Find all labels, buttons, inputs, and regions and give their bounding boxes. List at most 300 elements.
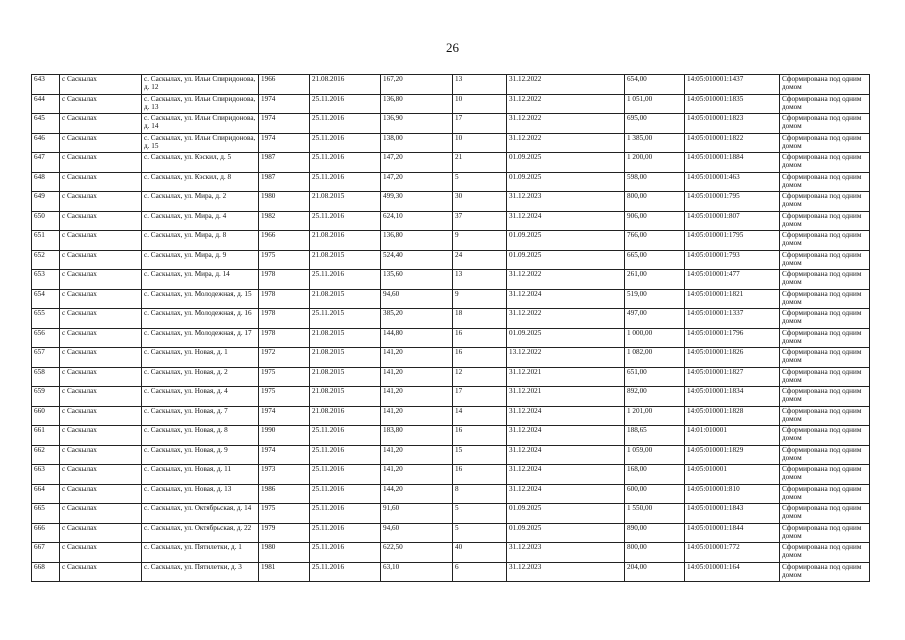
cell-area: 147,20 [381,153,453,173]
cell-year-built: 1987 [259,153,310,173]
cell-address: с. Саскылах, ул. Новая, д. 9 [142,445,259,465]
cell-apartments: 13 [453,75,507,95]
cell-status: Сформирована под одним домом [780,543,870,563]
cell-apartments: 40 [453,543,507,563]
table-row [32,114,870,134]
cell-address: с. Саскылах, ул. Ильи Спиридонова, д. 13 [142,94,259,114]
cell-status: Сформирована под одним домом [780,94,870,114]
cell-apartments: 9 [453,231,507,251]
cell-settlement: с Саскылах [60,94,142,114]
table-row [32,543,870,563]
cell-area: 138,00 [381,133,453,153]
cell-cadastral: 14:05:010001:164 [685,562,780,582]
cell-status: Сформирована под одним домом [780,328,870,348]
cell-year-built: 1975 [259,387,310,407]
cell-cost: 1 550,00 [625,504,685,524]
cell-status: Сформирована под одним домом [780,523,870,543]
cell-address: с. Саскылах, ул. Кэскил, д. 5 [142,153,259,173]
cell-cost: 906,00 [625,211,685,231]
cell-year-built: 1980 [259,192,310,212]
cell-cadastral: 14:05:010001:1829 [685,445,780,465]
cell-deadline: 31.12.2021 [507,367,625,387]
cell-address: с. Саскылах, ул. Новая, д. 8 [142,426,259,446]
cell-date-inspected: 21.08.2015 [310,328,381,348]
cell-settlement: с Саскылах [60,309,142,329]
cell-no: 657 [32,348,60,368]
cell-apartments: 10 [453,94,507,114]
cell-no: 644 [32,94,60,114]
cell-year-built: 1980 [259,543,310,563]
cell-settlement: с Саскылах [60,172,142,192]
cell-cost: 1 051,00 [625,94,685,114]
cell-no: 654 [32,289,60,309]
cell-no: 646 [32,133,60,153]
table-row [32,94,870,114]
table-row [32,562,870,582]
cell-address: с. Саскылах, ул. Молодежная, д. 17 [142,328,259,348]
cell-year-built: 1975 [259,250,310,270]
cell-cost: 204,00 [625,562,685,582]
cell-cadastral: 14:05:010001:1826 [685,348,780,368]
cell-year-built: 1973 [259,465,310,485]
cell-date-inspected: 25.11.2016 [310,562,381,582]
cell-deadline: 01.09.2025 [507,250,625,270]
cell-deadline: 31.12.2024 [507,289,625,309]
cell-year-built: 1982 [259,211,310,231]
cell-status: Сформирована под одним домом [780,172,870,192]
cell-area: 141,20 [381,348,453,368]
cell-deadline: 01.09.2025 [507,504,625,524]
cell-settlement: с Саскылах [60,250,142,270]
cell-area: 622,50 [381,543,453,563]
cell-status: Сформирована под одним домом [780,465,870,485]
cell-cadastral: 14:05:010001:810 [685,484,780,504]
cell-apartments: 5 [453,172,507,192]
cell-no: 662 [32,445,60,465]
cell-settlement: с Саскылах [60,465,142,485]
cell-address: с. Саскылах, ул. Новая, д. 7 [142,406,259,426]
table-row [32,484,870,504]
table-row [32,153,870,173]
cell-deadline: 31.12.2024 [507,406,625,426]
cell-no: 652 [32,250,60,270]
cell-no: 651 [32,231,60,251]
cell-no: 664 [32,484,60,504]
table-row [32,406,870,426]
cell-cadastral: 14:05:010001:1884 [685,153,780,173]
table-row [32,523,870,543]
cell-area: 136,80 [381,231,453,251]
cell-status: Сформирована под одним домом [780,250,870,270]
cell-cost: 665,00 [625,250,685,270]
cell-area: 135,60 [381,270,453,290]
cell-address: с. Саскылах, ул. Кэскил, д. 8 [142,172,259,192]
cell-date-inspected: 21.08.2015 [310,348,381,368]
cell-status: Сформирована под одним домом [780,426,870,446]
cell-status: Сформирована под одним домом [780,231,870,251]
cell-no: 661 [32,426,60,446]
cell-area: 141,20 [381,406,453,426]
table-row [32,465,870,485]
cell-cadastral: 14:05:010001:1796 [685,328,780,348]
cell-settlement: с Саскылах [60,367,142,387]
cell-deadline: 01.09.2025 [507,231,625,251]
cell-cost: 1 200,00 [625,153,685,173]
cell-area: 94,60 [381,289,453,309]
cell-area: 91,60 [381,504,453,524]
cell-cost: 261,00 [625,270,685,290]
cell-cost: 519,00 [625,289,685,309]
cell-cost: 892,00 [625,387,685,407]
cell-address: с. Саскылах, ул. Ильи Спиридонова, д. 12 [142,75,259,95]
cell-apartments: 30 [453,192,507,212]
cell-year-built: 1974 [259,114,310,134]
cell-no: 660 [32,406,60,426]
cell-year-built: 1978 [259,328,310,348]
cell-date-inspected: 25.11.2016 [310,114,381,134]
cell-settlement: с Саскылах [60,211,142,231]
cell-no: 650 [32,211,60,231]
cell-year-built: 1966 [259,75,310,95]
cell-year-built: 1978 [259,270,310,290]
cell-area: 183,80 [381,426,453,446]
cell-address: с. Саскылах, ул. Молодежная, д. 15 [142,289,259,309]
cell-year-built: 1979 [259,523,310,543]
cell-cadastral: 14:05:010001:807 [685,211,780,231]
cell-apartments: 16 [453,465,507,485]
cell-apartments: 16 [453,328,507,348]
cell-deadline: 31.12.2023 [507,192,625,212]
cell-deadline: 31.12.2022 [507,75,625,95]
cell-year-built: 1974 [259,94,310,114]
cell-apartments: 15 [453,445,507,465]
cell-settlement: с Саскылах [60,75,142,95]
cell-year-built: 1990 [259,426,310,446]
cell-date-inspected: 25.11.2016 [310,426,381,446]
cell-cadastral: 14:05:010001:1823 [685,114,780,134]
cell-deadline: 31.12.2024 [507,465,625,485]
cell-no: 668 [32,562,60,582]
cell-date-inspected: 21.08.2015 [310,250,381,270]
cell-deadline: 31.12.2022 [507,114,625,134]
cell-deadline: 31.12.2022 [507,270,625,290]
cell-cadastral: 14:05:010001:772 [685,543,780,563]
cell-date-inspected: 25.11.2016 [310,484,381,504]
table-row [32,348,870,368]
cell-status: Сформирована под одним домом [780,211,870,231]
cell-cost: 1 385,00 [625,133,685,153]
cell-area: 141,20 [381,387,453,407]
cell-no: 653 [32,270,60,290]
cell-date-inspected: 25.11.2016 [310,465,381,485]
cell-date-inspected: 21.08.2016 [310,231,381,251]
cell-cadastral: 14:05:010001:477 [685,270,780,290]
cell-cadastral: 14:05:010001:795 [685,192,780,212]
cell-area: 147,20 [381,172,453,192]
cell-area: 136,90 [381,114,453,134]
cell-area: 144,80 [381,328,453,348]
cell-cost: 1 059,00 [625,445,685,465]
cell-cadastral: 14:05:010001:1821 [685,289,780,309]
cell-cadastral: 14:05:010001:1337 [685,309,780,329]
cell-no: 667 [32,543,60,563]
cell-address: с. Саскылах, ул. Новая, д. 1 [142,348,259,368]
cell-apartments: 6 [453,562,507,582]
cell-area: 385,20 [381,309,453,329]
cell-address: с. Саскылах, ул. Мира, д. 14 [142,270,259,290]
cell-cost: 600,00 [625,484,685,504]
cell-apartments: 5 [453,504,507,524]
table-row [32,211,870,231]
cell-settlement: с Саскылах [60,153,142,173]
cell-address: с. Саскылах, ул. Ильи Спиридонова, д. 14 [142,114,259,134]
table-row [32,504,870,524]
cell-date-inspected: 21.08.2015 [310,367,381,387]
cell-year-built: 1986 [259,484,310,504]
cell-apartments: 17 [453,387,507,407]
table-row [32,426,870,446]
cell-cost: 654,00 [625,75,685,95]
table-row [32,289,870,309]
cell-deadline: 31.12.2024 [507,211,625,231]
cell-status: Сформирована под одним домом [780,289,870,309]
cell-cadastral: 14:05:010001:1795 [685,231,780,251]
cell-settlement: с Саскылах [60,406,142,426]
cell-apartments: 21 [453,153,507,173]
cell-address: с. Саскылах, ул. Ильи Спиридонова, д. 15 [142,133,259,153]
cell-apartments: 13 [453,270,507,290]
table-row [32,192,870,212]
table-row [32,445,870,465]
cell-cadastral: 14:05:010001:1844 [685,523,780,543]
cell-status: Сформирована под одним домом [780,192,870,212]
cell-area: 624,10 [381,211,453,231]
cell-date-inspected: 25.11.2016 [310,153,381,173]
cell-apartments: 5 [453,523,507,543]
cell-area: 141,20 [381,445,453,465]
cell-year-built: 1978 [259,289,310,309]
cell-cost: 695,00 [625,114,685,134]
cell-status: Сформирована под одним домом [780,406,870,426]
cell-status: Сформирована под одним домом [780,133,870,153]
cell-cost: 1 201,00 [625,406,685,426]
cell-no: 665 [32,504,60,524]
table-row [32,328,870,348]
cell-no: 643 [32,75,60,95]
cell-date-inspected: 25.11.2016 [310,211,381,231]
cell-date-inspected: 25.11.2016 [310,504,381,524]
cell-cost: 766,00 [625,231,685,251]
cell-cost: 1 000,00 [625,328,685,348]
cell-area: 141,20 [381,367,453,387]
cell-no: 645 [32,114,60,134]
cell-status: Сформирована под одним домом [780,309,870,329]
cell-apartments: 10 [453,133,507,153]
cell-no: 658 [32,367,60,387]
cell-settlement: с Саскылах [60,562,142,582]
cell-no: 647 [32,153,60,173]
cell-apartments: 18 [453,309,507,329]
cell-no: 649 [32,192,60,212]
cell-year-built: 1987 [259,172,310,192]
cell-deadline: 31.12.2022 [507,133,625,153]
cell-settlement: с Саскылах [60,484,142,504]
cell-settlement: с Саскылах [60,114,142,134]
cell-cadastral: 14:05:010001 [685,465,780,485]
cell-settlement: с Саскылах [60,328,142,348]
cell-date-inspected: 25.11.2016 [310,270,381,290]
cell-date-inspected: 25.11.2016 [310,172,381,192]
cell-cadastral: 14:05:010001:1828 [685,406,780,426]
cell-year-built: 1972 [259,348,310,368]
registry-body [32,75,870,582]
page-number: 26 [446,40,459,55]
cell-settlement: с Саскылах [60,289,142,309]
cell-apartments: 14 [453,406,507,426]
cell-deadline: 13.12.2022 [507,348,625,368]
cell-address: с. Саскылах, ул. Октябрьская, д. 22 [142,523,259,543]
cell-status: Сформирована под одним домом [780,114,870,134]
table-row [32,367,870,387]
cell-deadline: 31.12.2022 [507,94,625,114]
table-row [32,270,870,290]
cell-cost: 651,00 [625,367,685,387]
cell-area: 499,30 [381,192,453,212]
cell-year-built: 1974 [259,133,310,153]
cell-status: Сформирована под одним домом [780,445,870,465]
cell-date-inspected: 21.08.2015 [310,289,381,309]
cell-cost: 890,00 [625,523,685,543]
cell-address: с. Саскылах, ул. Новая, д. 13 [142,484,259,504]
cell-no: 663 [32,465,60,485]
cell-address: с. Саскылах, ул. Новая, д. 4 [142,387,259,407]
cell-settlement: с Саскылах [60,387,142,407]
table-row [32,231,870,251]
table-row [32,387,870,407]
cell-apartments: 8 [453,484,507,504]
cell-date-inspected: 25.11.2016 [310,523,381,543]
cell-no: 648 [32,172,60,192]
cell-cadastral: 14:05:010001:1822 [685,133,780,153]
cell-status: Сформирована под одним домом [780,387,870,407]
cell-status: Сформирована под одним домом [780,348,870,368]
cell-apartments: 17 [453,114,507,134]
cell-year-built: 1978 [259,309,310,329]
table-row [32,172,870,192]
cell-area: 63,10 [381,562,453,582]
cell-cadastral: 14:05:010001:463 [685,172,780,192]
cell-cost: 497,00 [625,309,685,329]
cell-deadline: 31.12.2024 [507,484,625,504]
cell-status: Сформирована под одним домом [780,484,870,504]
cell-cost: 800,00 [625,543,685,563]
cell-status: Сформирована под одним домом [780,153,870,173]
cell-no: 666 [32,523,60,543]
cell-year-built: 1974 [259,445,310,465]
cell-no: 656 [32,328,60,348]
cell-deadline: 31.12.2024 [507,426,625,446]
cell-apartments: 16 [453,348,507,368]
housing-registry-table [31,74,870,582]
cell-area: 141,20 [381,465,453,485]
cell-status: Сформирована под одним домом [780,504,870,524]
cell-apartments: 9 [453,289,507,309]
cell-deadline: 01.09.2025 [507,523,625,543]
cell-status: Сформирована под одним домом [780,270,870,290]
cell-date-inspected: 21.08.2015 [310,192,381,212]
cell-cost: 1 082,00 [625,348,685,368]
cell-settlement: с Саскылах [60,445,142,465]
cell-cadastral: 14:05:010001:1834 [685,387,780,407]
cell-cadastral: 14:05:010001:1843 [685,504,780,524]
cell-cadastral: 14:05:010001:1437 [685,75,780,95]
cell-address: с. Саскылах, ул. Новая, д. 11 [142,465,259,485]
cell-address: с. Саскылах, ул. Мира, д. 2 [142,192,259,212]
cell-area: 167,20 [381,75,453,95]
cell-cost: 188,65 [625,426,685,446]
cell-deadline: 31.12.2021 [507,387,625,407]
cell-settlement: с Саскылах [60,192,142,212]
cell-apartments: 16 [453,426,507,446]
cell-cadastral: 14:05:010001:1835 [685,94,780,114]
cell-area: 144,20 [381,484,453,504]
cell-apartments: 24 [453,250,507,270]
cell-address: с. Саскылах, ул. Молодежная, д. 16 [142,309,259,329]
cell-apartments: 12 [453,367,507,387]
cell-status: Сформирована под одним домом [780,562,870,582]
cell-date-inspected: 25.11.2016 [310,133,381,153]
table-row [32,75,870,95]
cell-area: 524,40 [381,250,453,270]
cell-settlement: с Саскылах [60,523,142,543]
cell-address: с. Саскылах, ул. Мира, д. 8 [142,231,259,251]
cell-area: 94,60 [381,523,453,543]
cell-deadline: 31.12.2023 [507,543,625,563]
cell-status: Сформирована под одним домом [780,367,870,387]
cell-settlement: с Саскылах [60,426,142,446]
cell-address: с. Саскылах, ул. Новая, д. 2 [142,367,259,387]
cell-date-inspected: 25.11.2016 [310,94,381,114]
cell-cost: 598,00 [625,172,685,192]
cell-cadastral: 14:05:010001:793 [685,250,780,270]
cell-year-built: 1974 [259,406,310,426]
cell-cadastral: 14:01:010001 [685,426,780,446]
cell-cost: 168,00 [625,465,685,485]
cell-cost: 800,00 [625,192,685,212]
cell-deadline: 31.12.2022 [507,309,625,329]
cell-settlement: с Саскылах [60,543,142,563]
cell-cadastral: 14:05:010001:1827 [685,367,780,387]
cell-no: 655 [32,309,60,329]
cell-settlement: с Саскылах [60,504,142,524]
cell-date-inspected: 21.08.2016 [310,406,381,426]
cell-year-built: 1981 [259,562,310,582]
cell-no: 659 [32,387,60,407]
cell-address: с. Саскылах, ул. Мира, д. 9 [142,250,259,270]
cell-date-inspected: 25.11.2016 [310,543,381,563]
cell-address: с. Саскылах, ул. Мира, д. 4 [142,211,259,231]
cell-date-inspected: 21.08.2016 [310,75,381,95]
cell-area: 136,80 [381,94,453,114]
cell-status: Сформирована под одним домом [780,75,870,95]
table-row [32,309,870,329]
cell-deadline: 01.09.2025 [507,328,625,348]
cell-address: с. Саскылах, ул. Пятилетки, д. 3 [142,562,259,582]
cell-deadline: 01.09.2025 [507,153,625,173]
cell-settlement: с Саскылах [60,270,142,290]
cell-address: с. Саскылах, ул. Пятилетки, д. 1 [142,543,259,563]
cell-year-built: 1975 [259,504,310,524]
